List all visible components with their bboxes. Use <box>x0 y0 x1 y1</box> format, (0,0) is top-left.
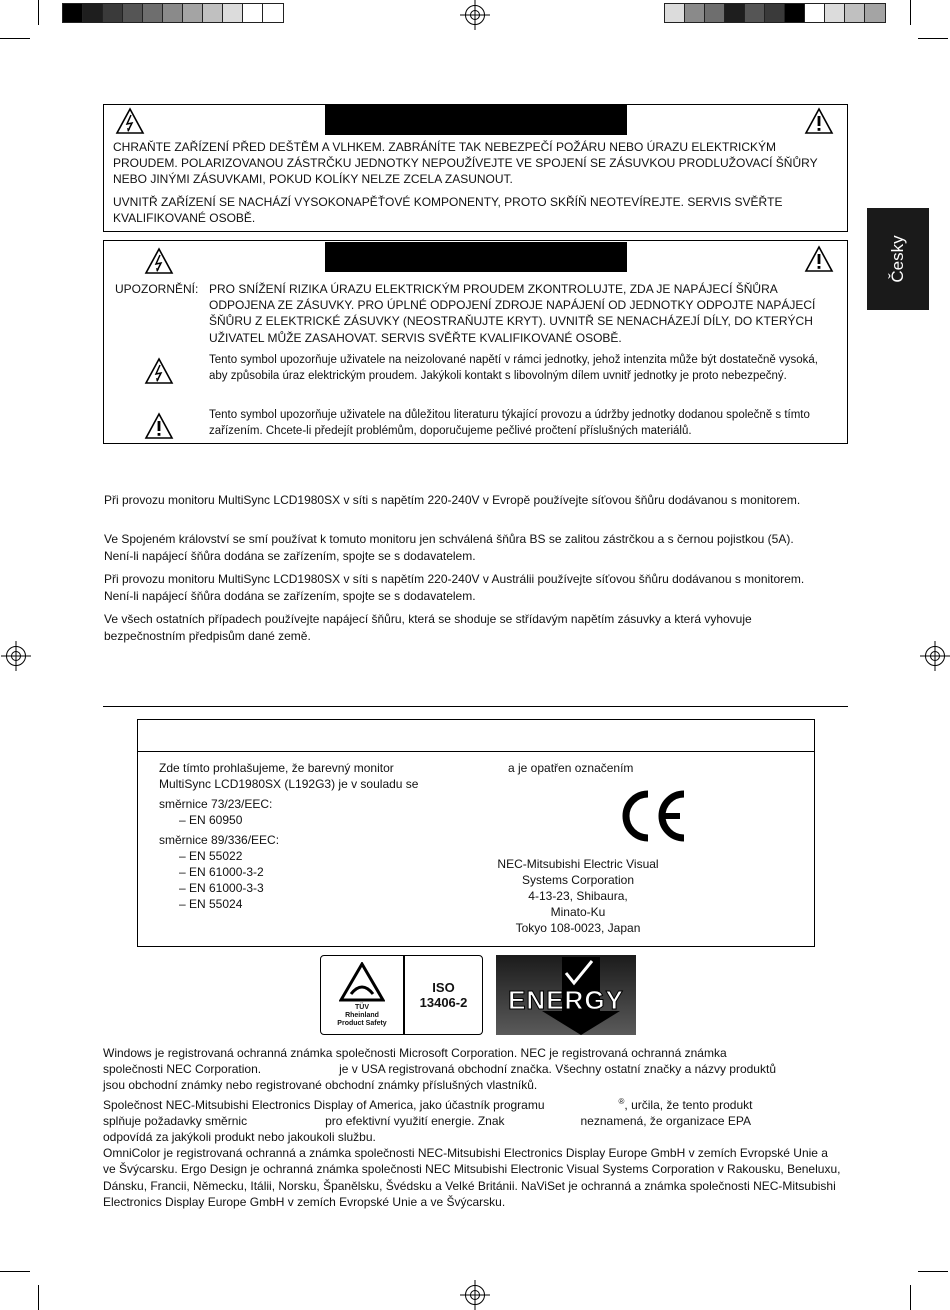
color-swatch <box>63 4 83 22</box>
color-swatch <box>705 4 725 22</box>
caution-box <box>103 240 848 444</box>
trademark-fragment: společnosti NEC Corporation. <box>103 1062 262 1077</box>
color-swatch <box>805 4 825 22</box>
color-swatch <box>203 4 223 22</box>
tuv-iso-logo <box>320 955 483 1035</box>
iso-text: 13406-2 <box>419 995 468 1010</box>
trademark-fragment: Společnost NEC-Mitsubishi Electronics Display of America, jako účastník programu <box>103 1097 545 1112</box>
registration-mark-icon <box>465 1285 485 1305</box>
address-line: Tokyo 108-0023, Japan <box>515 921 641 935</box>
directive-2-item: – EN 55024 <box>179 897 243 911</box>
address-line: Systems Corporation <box>521 873 635 887</box>
caution-title-bar <box>325 242 627 272</box>
color-calibration-bar-right <box>664 3 886 23</box>
language-tab-label: Česky <box>888 235 907 283</box>
crop-mark <box>918 1271 948 1272</box>
directive-2-item: – EN 61000-3-2 <box>179 865 264 879</box>
crop-mark <box>38 1285 39 1310</box>
trademark-fragment: splňuje požadavky směrnic <box>103 1113 248 1128</box>
address-line: NEC-Mitsubishi Electric Visual <box>497 857 659 871</box>
power-paragraph: Při provozu monitoru MultiSync LCD1980SX v síti s napětím 220-240V v Evropě používejte síťovou šňůru dodávanou s monitorem. <box>104 493 801 507</box>
lightning-triangle-icon <box>144 357 174 385</box>
directive-2-item: – EN 55022 <box>179 849 243 863</box>
directive-2-item: – EN 61000-3-3 <box>179 881 264 895</box>
color-swatch <box>765 4 785 22</box>
color-swatch <box>143 4 163 22</box>
directive-2: směrnice 89/336/EEC: <box>159 833 280 847</box>
color-swatch <box>163 4 183 22</box>
trademark-paragraph <box>103 1045 843 1210</box>
caution-text: PRO SNÍŽENÍ RIZIKA ÚRAZU ELEKTRICKÝM PROUDEM ZKONTROLUJTE, ZDA JE NAPÁJECÍ ŠŇŮRA ODPOJENA ZE ZÁSUVKY. PRO ÚPLNÉ ODPOJENÍ ZDROJE NAPÁJENÍ OD JEDNOTKY ODPOJTE NAPÁJECÍ ŠŇŮRU Z ELEKTRICKÉ ZÁSUVKY (NEOSTRAŇUJTE KRYT). UVNITŘ SE NENACHÁZEJÍ DÍLY, DO KTERÝCH UŽIVATEL MŮŽE ZASAHOVAT. SERVIS SVĚŘTE KVALIFIKOVANÉ OSOBĚ. <box>209 282 816 345</box>
trademark-line <box>103 1113 843 1129</box>
crop-mark <box>0 38 30 39</box>
tuv-text: Product Safety <box>337 1020 387 1027</box>
registered-mark: ® <box>618 1096 625 1106</box>
crop-mark <box>918 38 948 39</box>
lightning-triangle-icon <box>115 107 145 135</box>
declaration-header <box>138 720 814 752</box>
trademark-line: OmniColor je registrovaná ochranná a známka společnosti NEC-Mitsubishi Electronics Display Europe GmbH v zemích Evropské Unie a ve Švýcarsku. Ergo Design je ochranná známka společnosti NEC Mitsubishi Electronic Visual Systems Corporation v Rakousku, Beneluxu, Dánsku, Francii, Německu, Itálii, Norsku, Španělsku, Švédsku a Velké Británii. NaViSet je ochranná a známka společnosti NEC-Mitsubishi Electronics Display Europe GmbH v zemích Evropské Unie a ve Švýcarsku. <box>103 1146 841 1209</box>
color-swatch <box>243 4 263 22</box>
trademark-line <box>103 1061 843 1077</box>
crop-mark <box>0 1271 30 1272</box>
exclamation-triangle-icon <box>804 107 834 135</box>
marking-label: a je opatřen označením <box>508 761 634 775</box>
declaration-line-2: MultiSync LCD1980SX (L192G3) je v souladu se <box>159 777 419 791</box>
energy-star-logo <box>496 955 636 1035</box>
crop-mark <box>38 0 39 25</box>
registration-mark-icon <box>6 646 26 666</box>
trademark-line: jsou obchodní známky nebo registrované obchodní známky příslušných vlastníků. <box>103 1078 538 1093</box>
color-swatch <box>745 4 765 22</box>
lightning-triangle-icon <box>144 247 174 275</box>
crop-mark <box>910 1285 911 1310</box>
color-swatch <box>665 4 685 22</box>
trademark-line: Windows je registrovaná ochranná známka společnosti Microsoft Corporation. NEC je registrovaná ochranná známka <box>103 1046 727 1060</box>
trademark-fragment: neznamená, že organizace EPA <box>580 1113 752 1128</box>
registration-mark-icon <box>465 5 485 25</box>
address-line: Minato-Ku <box>550 905 606 919</box>
ce-mark-icon <box>616 786 688 846</box>
warning-title-bar <box>325 105 627 135</box>
color-swatch <box>865 4 885 22</box>
address-line: 4-13-23, Shibaura, <box>528 889 628 903</box>
color-swatch <box>103 4 123 22</box>
tuv-text: Rheinland <box>345 1012 379 1019</box>
color-swatch <box>685 4 705 22</box>
power-paragraph: Ve Spojeném království se smí používat k tomuto monitoru jen schválená šňůra BS se zalitou zástrčkou a s černou pojistkou (5A). Není-li napájecí šňůra dodána se zařízením, spojte se s dodavatelem. <box>104 532 794 563</box>
color-swatch <box>785 4 805 22</box>
color-swatch <box>83 4 103 22</box>
trademark-fragment: pro efektivní využití energie. Znak <box>325 1113 505 1128</box>
color-swatch <box>825 4 845 22</box>
color-swatch <box>183 4 203 22</box>
power-paragraph: Při provozu monitoru MultiSync LCD1980SX v síti s napětím 220-240V v Austrálii používejte síťovou šňůru dodávanou s monitorem. Není-li napájecí šňůra dodána se zařízením, spojte se s dodavatelem. <box>104 572 805 603</box>
color-swatch <box>263 4 283 22</box>
registration-mark-icon <box>925 646 945 666</box>
color-swatch <box>223 4 243 22</box>
exclamation-triangle-icon <box>144 412 174 440</box>
declaration-line-1: Zde tímto prohlašujeme, že barevný monitor <box>159 761 394 775</box>
directive-1-item: – EN 60950 <box>179 813 243 827</box>
declaration-box <box>137 719 815 947</box>
lightning-symbol-description: Tento symbol upozorňuje uživatele na neizolované napětí v rámci jednotky, jehož intenzita může být dostatečně vysoká, aby způsobila úraz elektrickým proudem. Jakýkoli kontakt s libovolným dílem uvnitř jednotky je proto nebezpečný. <box>209 354 818 383</box>
trademark-line <box>103 1094 843 1113</box>
trademark-fragment: , určila, že tento produkt <box>624 1097 753 1112</box>
warning-text-1: CHRAŇTE ZAŘÍZENÍ PŘED DEŠTĚM A VLHKEM. ZABRÁNÍTE TAK NEBEZPEČÍ POŽÁRU NEBO ÚRAZU ELEKTRICKÝM PROUDEM. POLARIZOVANOU ZÁSTRČKU JEDNOTKY NEPOUŽÍVEJTE VE SPOJENÍ SE ZÁSUVKOU PRODLUŽOVACÍ ŠŇŮRY NEBO JINÝMI ZÁSUVKAMI, POKUD KOLÍKY NELZE ZCELA ZASUNOUT. <box>113 140 818 187</box>
trademark-fragment: je v USA registrovaná obchodní značka. Všechny ostatní značky a názvy produktů <box>339 1062 776 1077</box>
energy-text: ENERGY <box>508 985 624 1015</box>
language-tab <box>867 208 929 310</box>
color-calibration-bar-left <box>62 3 284 23</box>
power-paragraph: Ve všech ostatních případech používejte napájecí šňůru, která se shoduje se střídavým napětím zásuvky a která vyhovuje bezpečnostním předpisům dané země. <box>104 612 752 643</box>
directive-1: směrnice 73/23/EEC: <box>159 797 273 811</box>
caution-label: UPOZORNĚNÍ: <box>115 282 199 296</box>
color-swatch <box>725 4 745 22</box>
trademark-line: odpovídá za jakýkoli produkt nebo jakoukoli službu. <box>103 1130 376 1145</box>
iso-text: ISO <box>432 980 455 995</box>
color-swatch <box>845 4 865 22</box>
color-swatch <box>123 4 143 22</box>
crop-mark <box>910 0 911 25</box>
section-divider <box>103 706 848 707</box>
exclamation-symbol-description: Tento symbol upozorňuje uživatele na důležitou literaturu týkající provozu a údržby jednotky dodanou společně s tímto zařízením. Chcete-li předejít problémům, doporučujeme pečlivé pročtení příslušných materiálů. <box>209 409 810 438</box>
warning-text-2: UVNITŘ ZAŘÍZENÍ SE NACHÁZÍ VYSOKONAPĚŤOVÉ KOMPONENTY, PROTO SKŘÍŇ NEOTEVÍREJTE. SERVIS SVĚŘTE KVALIFIKOVANÉ OSOBĚ. <box>113 195 783 226</box>
tuv-text: TÜV <box>355 1004 369 1011</box>
tuv-triangle-icon <box>339 962 385 1002</box>
exclamation-triangle-icon <box>804 245 834 273</box>
warning-box <box>103 104 848 232</box>
